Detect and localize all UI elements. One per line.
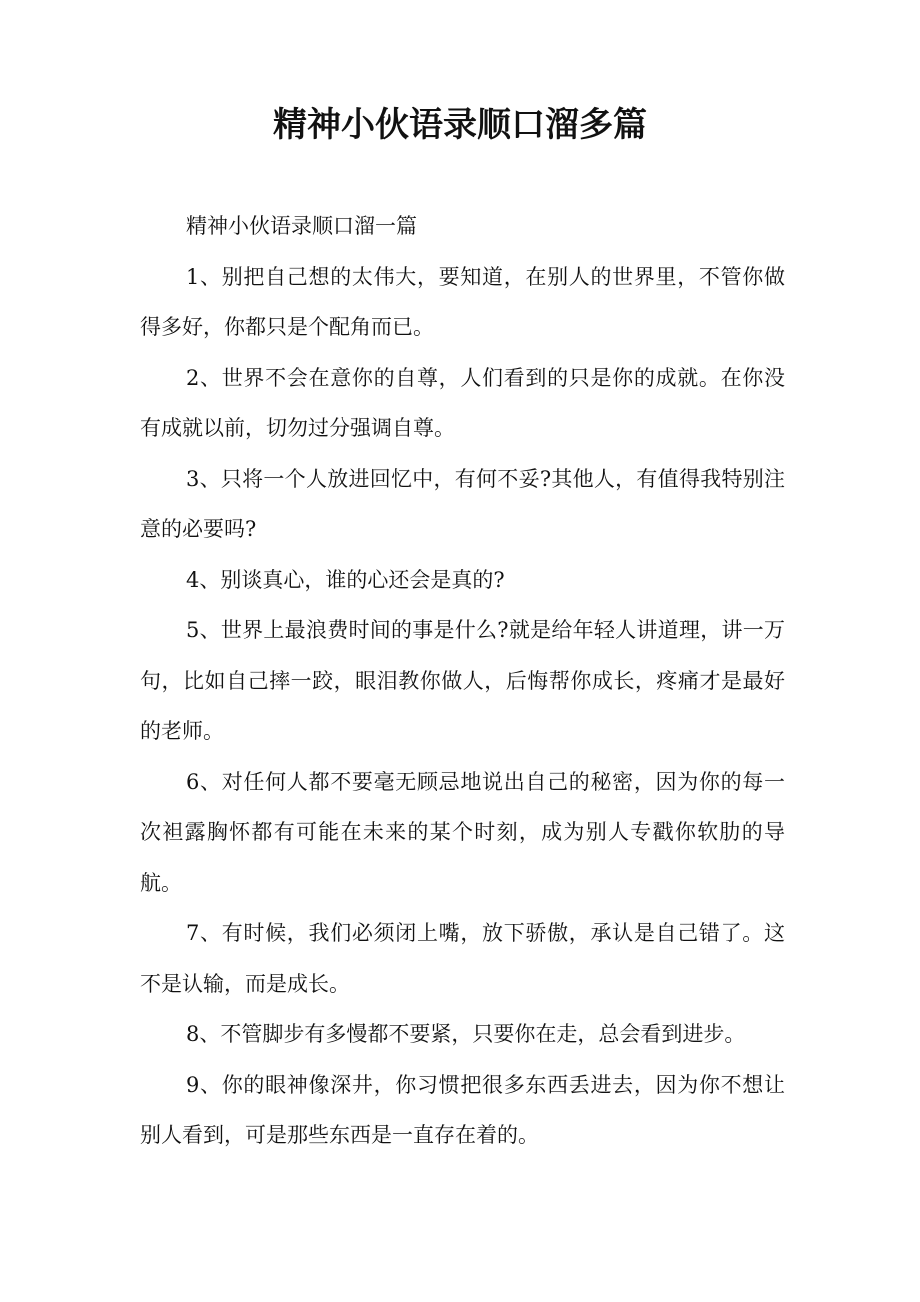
document-body <box>140 201 785 1161</box>
document-title: 精神小伙语录顺口溜多篇 <box>273 105 647 145</box>
paragraph-8: 8、不管脚步有多慢都不要紧，只要你在走，总会看到进步。 <box>186 1022 746 1046</box>
paragraph-9: 9、你的眼神像深井，你习惯把很多东西丢进去，因为你不想让别人看到，可是那些东西是一直存在着的。 <box>140 1072 785 1147</box>
paragraph-1: 1、别把自己想的太伟大，要知道，在别人的世界里，不管你做得多好，你都只是个配角而已。 <box>140 264 785 339</box>
paragraph-6: 6、对任何人都不要毫无顾忌地说出自己的秘密，因为你的每一次袒露胸怀都有可能在未来的某个时刻，成为别人专戳你软肋的导航。 <box>140 769 785 895</box>
paragraph-2: 2、世界不会在意你的自尊，人们看到的只是你的成就。在你没有成就以前，切勿过分强调自尊。 <box>140 365 785 440</box>
section-heading: 精神小伙语录顺口溜一篇 <box>186 214 417 238</box>
paragraph-4: 4、别谈真心，谁的心还会是真的? <box>186 567 505 592</box>
paragraph-5: 5、世界上最浪费时间的事是什么?就是给年轻人讲道理，讲一万句，比如自己摔一跤，眼泪教你做人，后悔帮你成长，疼痛才是最好的老师。 <box>140 618 785 743</box>
paragraph-3: 3、只将一个人放进回忆中，有何不妥?其他人，有值得我特别注意的必要吗? <box>140 466 785 541</box>
paragraph-7: 7、有时候，我们必须闭上嘴，放下骄傲，承认是自己错了。这不是认输，而是成长。 <box>140 921 785 996</box>
